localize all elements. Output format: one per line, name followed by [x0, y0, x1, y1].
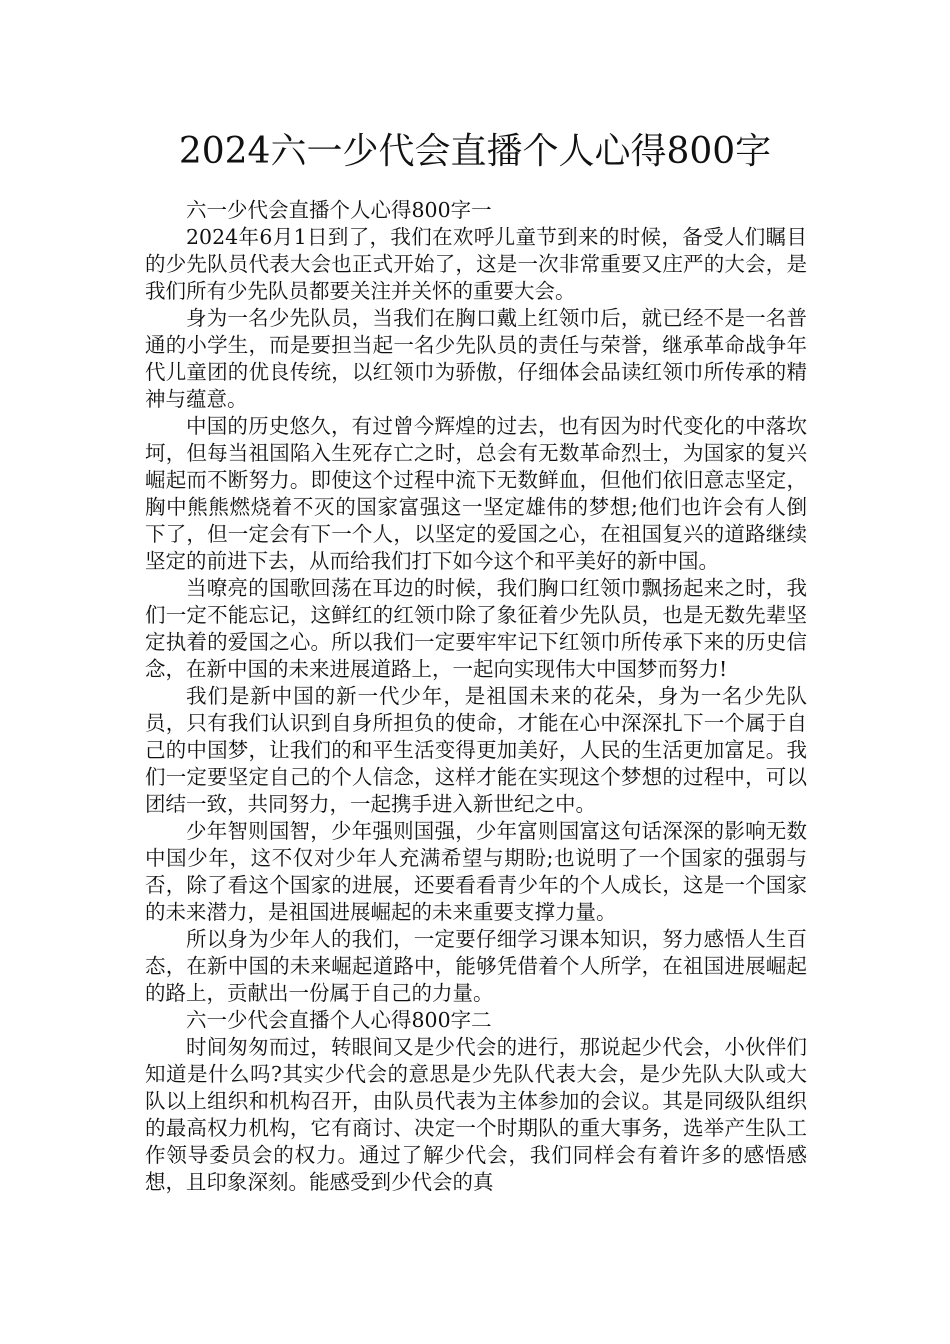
paragraph: 少年智则国智，少年强则国强，少年富则国富这句话深深的影响无数中国少年，这不仅对少年人充满希望与期盼;也说明了一个国家的强弱与否，除了看这个国家的进展，还要看看青少年的个人成长，这是一个国家的未来潜力，是祖国进展崛起的未来重要支撑力量。 [145, 819, 807, 924]
document-title: 2024六一少代会直播个人心得800字 [178, 131, 772, 172]
document-body [145, 197, 807, 1196]
paragraph: 所以身为少年人的我们，一定要仔细学习课本知识，努力感悟人生百态，在新中国的未来崛起道路中，能够凭借着个人所学，在祖国进展崛起的路上，贡献出一份属于自己的力量。 [145, 927, 807, 1005]
paragraph: 我们是新中国的新一代少年，是祖国未来的花朵，身为一名少先队员，只有我们认识到自身所担负的使命，才能在心中深深扎下一个属于自己的中国梦，让我们的和平生活变得更加美好，人民的生活更加富足。我们一定要坚定自己的个人信念，这样才能在实现这个梦想的过程中，可以团结一致，共同努力，一起携手进入新世纪之中。 [145, 684, 807, 816]
paragraph: 身为一名少先队员，当我们在胸口戴上红领巾后，就已经不是一名普通的小学生，而是要担当起一名少先队员的责任与荣誉，继承革命战争年代儿童团的优良传统，以红领巾为骄傲，仔细体会品读红领巾所传承的精神与蕴意。 [145, 306, 807, 411]
paragraph: 时间匆匆而过，转眼间又是少代会的进行，那说起少代会，小伙伴们知道是什么吗?其实少代会的意思是少先队代表大会，是少先队大队或大队以上组织和机构召开，由队员代表为主体参加的会议。其是同级队组织的最高权力机构，它有商讨、决定一个时期队的重大事务，选举产生队工作领导委员会的权力。通过了解少代会，我们同样会有着许多的感悟感想，且印象深刻。能感受到少代会的真 [145, 1035, 807, 1194]
paragraph: 当嘹亮的国歌回荡在耳边的时候，我们胸口红领巾飘扬起来之时，我们一定不能忘记，这鲜红的红领巾除了象征着少先队员，也是无数先辈坚定执着的爱国之心。所以我们一定要牢牢记下红领巾所传承下来的历史信念，在新中国的未来进展道路上，一起向实现伟大中国梦而努力! [145, 576, 807, 681]
section-heading-2: 六一少代会直播个人心得800字二 [186, 1008, 492, 1032]
section-heading-1: 六一少代会直播个人心得800字一 [186, 198, 492, 222]
paragraph: 中国的历史悠久，有过曾今辉煌的过去，也有因为时代变化的中落坎坷，但每当祖国陷入生死存亡之时，总会有无数革命烈士，为国家的复兴崛起而不断努力。即使这个过程中流下无数鲜血，但他们依旧意志坚定，胸中熊熊燃烧着不灭的国家富强这一坚定雄伟的梦想;他们也许会有人倒下了，但一定会有下一个人，以坚定的爱国之心，在祖国复兴的道路继续坚定的前进下去，从而给我们打下如今这个和平美好的新中国。 [145, 414, 807, 573]
paragraph: 2024年6月1日到了，我们在欢呼儿童节到来的时候，备受人们瞩目的少先队员代表大会也正式开始了，这是一次非常重要又庄严的大会，是我们所有少先队员都要关注并关怀的重要大会。 [145, 225, 807, 303]
